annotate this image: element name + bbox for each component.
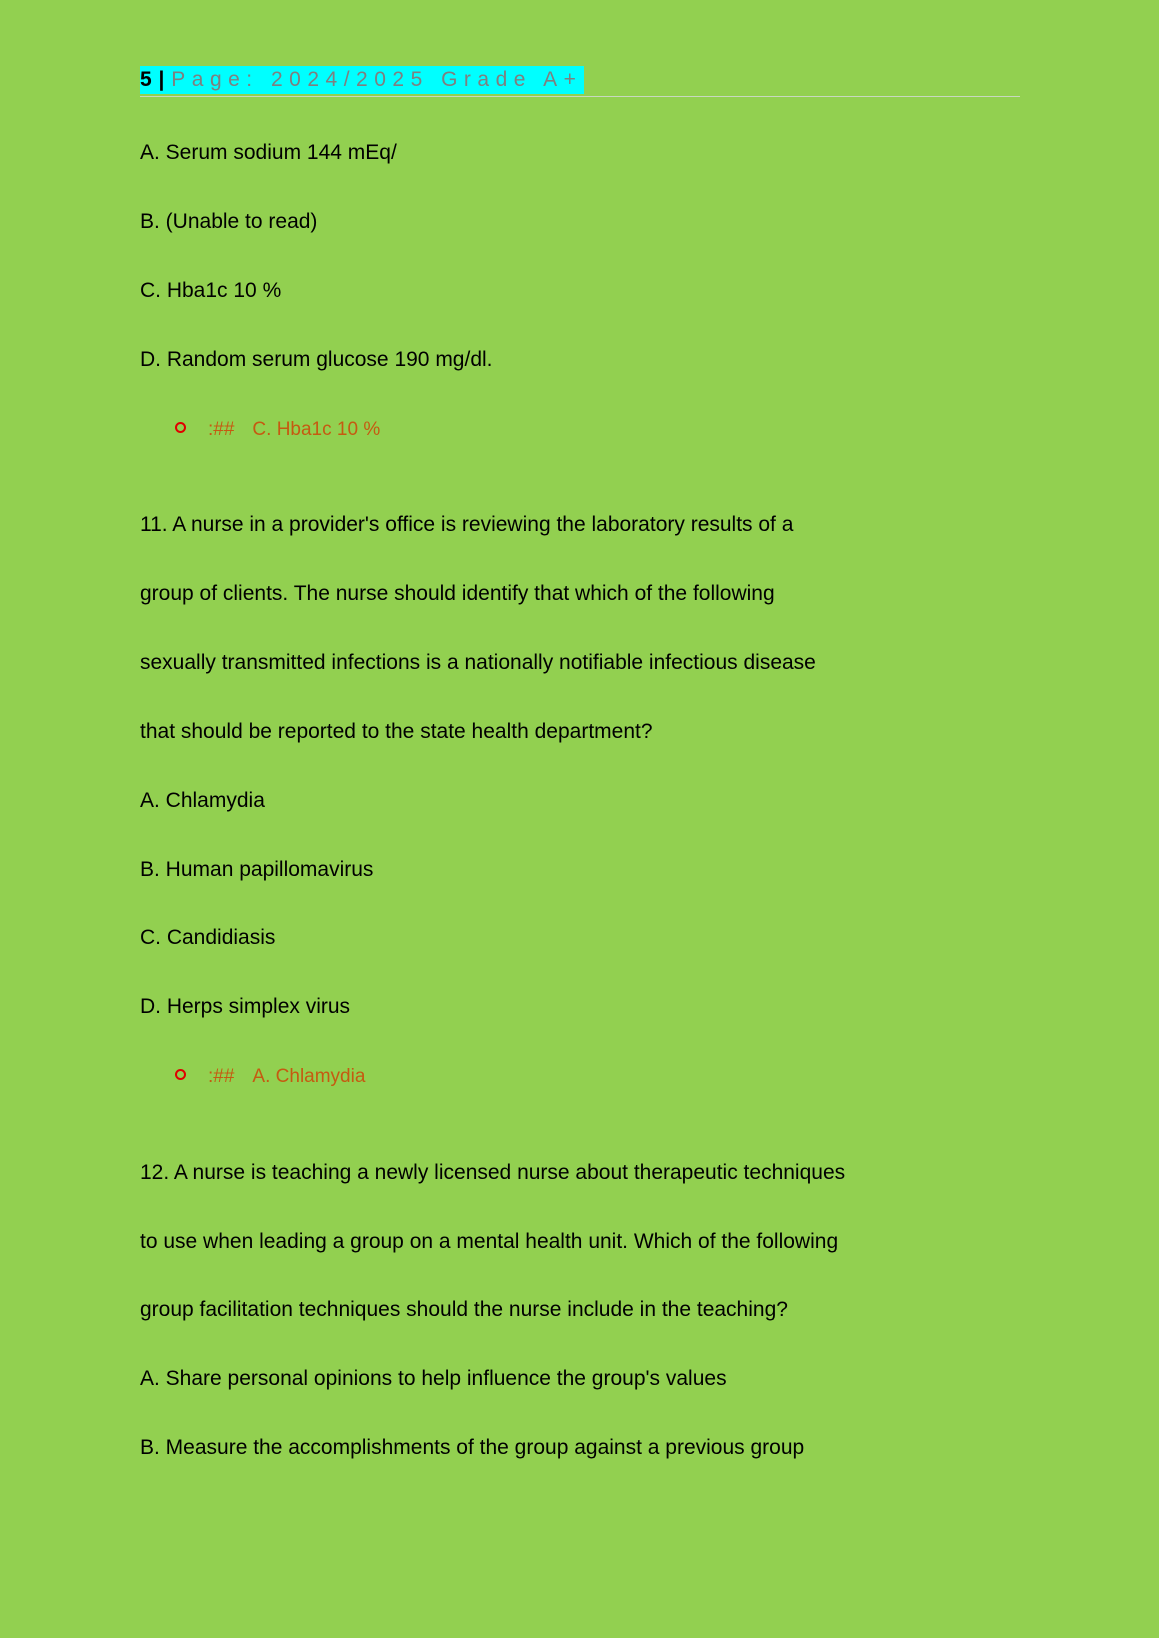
answer-prefix: :## [208, 419, 235, 440]
q11-answer-line [175, 1064, 365, 1090]
option-c: C. Hba1c 10 % [140, 279, 282, 302]
option-b: B. (Unable to read) [140, 210, 318, 233]
header-separator: | [158, 68, 166, 91]
answer-line [175, 417, 380, 443]
question-11-line-1: 11. A nurse in a provider's office is reviewing the laboratory results of a [140, 513, 794, 536]
q12-option-b: B. Measure the accomplishments of the group against a previous group [140, 1436, 805, 1459]
question-12-line-2: to use when leading a group on a mental health unit. Which of the following [140, 1230, 839, 1253]
header-text: Page: 2024/2025 Grade A+ [171, 68, 583, 91]
question-12-line-1: 12. A nurse is teaching a newly licensed nurse about therapeutic techniques [140, 1161, 846, 1184]
circle-bullet-icon [175, 422, 186, 433]
page-number: 5 [140, 68, 153, 91]
question-11-line-4: that should be reported to the state health department? [140, 720, 653, 743]
q12-option-a: A. Share personal opinions to help influence the group's values [140, 1367, 727, 1390]
question-11-line-2: group of clients. The nurse should identify that which of the following [140, 582, 775, 605]
q11-option-b: B. Human papillomavirus [140, 858, 374, 881]
circle-bullet-icon [175, 1069, 186, 1080]
q11-option-d: D. Herps simplex virus [140, 995, 351, 1018]
answer-text: C. Hba1c 10 % [252, 419, 381, 440]
header-label [140, 66, 584, 94]
q11-option-a: A. Chlamydia [140, 789, 265, 812]
answer-text: A. Chlamydia [252, 1066, 366, 1087]
q11-option-c: C. Candidiasis [140, 926, 276, 949]
question-12-line-3: group facilitation techniques should the nurse include in the teaching? [140, 1298, 788, 1321]
page-header [140, 66, 1020, 97]
answer-prefix: :## [208, 1066, 235, 1087]
option-d: D. Random serum glucose 190 mg/dl. [140, 348, 493, 371]
question-11-line-3: sexually transmitted infections is a nationally notifiable infectious disease [140, 651, 816, 674]
option-a: A. Serum sodium 144 mEq/ [140, 141, 397, 164]
